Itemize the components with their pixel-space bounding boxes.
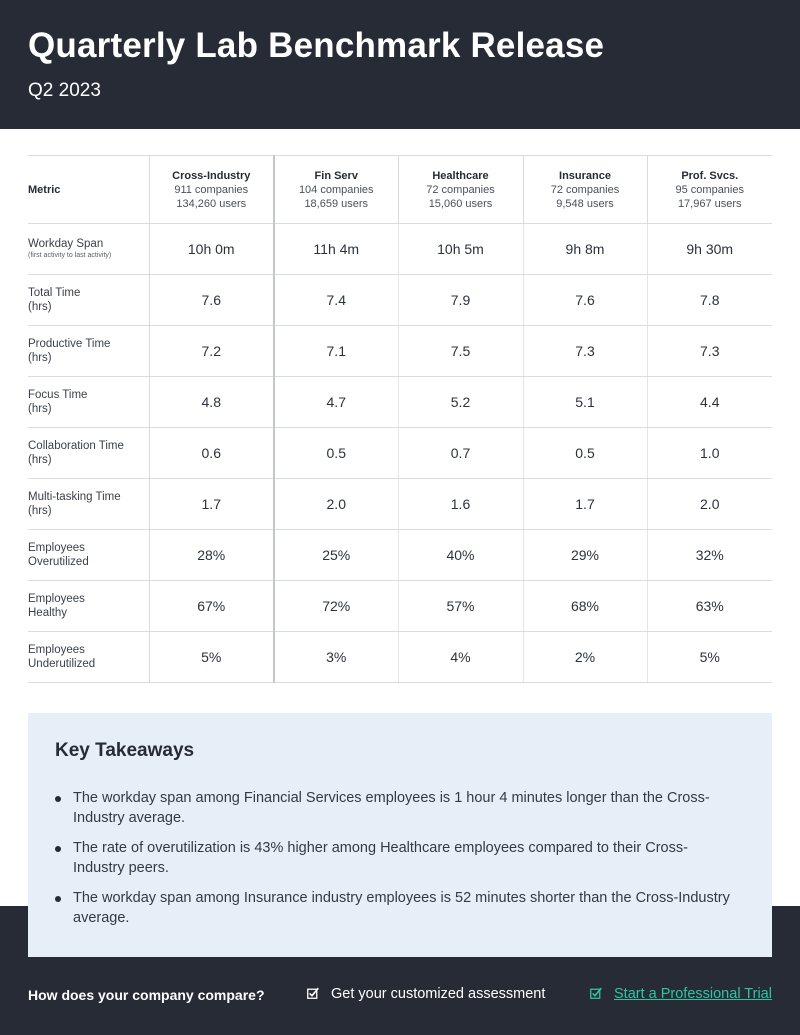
segment-name: Cross-Industry bbox=[172, 169, 251, 182]
value-cell: 25% bbox=[274, 530, 398, 581]
value-cell: 29% bbox=[523, 530, 647, 581]
table-row bbox=[28, 530, 772, 581]
value-cell: 5.2 bbox=[398, 377, 523, 428]
metric-cell bbox=[28, 632, 149, 683]
table-header-row bbox=[28, 156, 772, 224]
takeaways-list bbox=[55, 788, 735, 938]
metric-unit: (hrs) bbox=[28, 403, 52, 415]
metric-label: Multi-tasking Time bbox=[28, 491, 121, 503]
trial-link[interactable]: Start a Professional Trial bbox=[614, 986, 772, 1002]
metric-unit: (hrs) bbox=[28, 301, 52, 313]
value-cell: 72% bbox=[274, 581, 398, 632]
segment-users: 17,967 users bbox=[677, 197, 742, 210]
value-cell: 10h 5m bbox=[398, 224, 523, 275]
segment-header bbox=[149, 156, 274, 224]
segment-users: 18,659 users bbox=[304, 197, 369, 210]
metric-label: Total Time bbox=[28, 287, 81, 299]
segment-companies: 104 companies bbox=[298, 183, 374, 196]
segment-header bbox=[398, 156, 523, 224]
value-cell: 10h 0m bbox=[149, 224, 274, 275]
metric-unit: Underutilized bbox=[28, 658, 96, 670]
checkbox-check-icon bbox=[307, 987, 319, 999]
value-cell: 7.6 bbox=[523, 275, 647, 326]
value-cell: 1.7 bbox=[523, 479, 647, 530]
metric-cell bbox=[28, 224, 149, 275]
value-cell: 63% bbox=[647, 581, 772, 632]
page-subtitle: Q2 2023 bbox=[28, 80, 101, 101]
segment-header bbox=[274, 156, 398, 224]
metric-label: Focus Time bbox=[28, 389, 88, 401]
metric-column-header: Metric bbox=[28, 156, 149, 224]
metric-cell bbox=[28, 530, 149, 581]
metric-cell bbox=[28, 326, 149, 377]
table-row bbox=[28, 479, 772, 530]
value-cell: 1.0 bbox=[647, 428, 772, 479]
value-cell: 9h 8m bbox=[523, 224, 647, 275]
value-cell: 4% bbox=[398, 632, 523, 683]
segment-name: Insurance bbox=[559, 169, 611, 182]
segment-users: 9,548 users bbox=[556, 197, 614, 210]
list-item: The rate of overutilization is 43% higher among Healthcare employees compared to their Cross-Industry peers. bbox=[55, 838, 735, 878]
metric-unit: Healthy bbox=[28, 607, 67, 619]
value-cell: 4.7 bbox=[274, 377, 398, 428]
value-cell: 2.0 bbox=[274, 479, 398, 530]
segment-companies: 911 companies bbox=[174, 183, 249, 196]
metric-cell bbox=[28, 377, 149, 428]
value-cell: 0.5 bbox=[274, 428, 398, 479]
metric-unit: (hrs) bbox=[28, 352, 52, 364]
value-cell: 7.3 bbox=[523, 326, 647, 377]
value-cell: 7.3 bbox=[647, 326, 772, 377]
list-item: The workday span among Financial Services employees is 1 hour 4 minutes longer than the Cross-Industry average. bbox=[55, 788, 735, 828]
table-row bbox=[28, 326, 772, 377]
metric-label: Productive Time bbox=[28, 338, 111, 350]
page-title: Quarterly Lab Benchmark Release bbox=[28, 26, 605, 65]
header-banner bbox=[0, 0, 800, 129]
assessment-cta[interactable] bbox=[307, 986, 545, 1002]
trial-cta[interactable] bbox=[590, 986, 772, 1002]
segment-header bbox=[523, 156, 647, 224]
segment-companies: 72 companies bbox=[426, 183, 495, 196]
segment-name: Healthcare bbox=[432, 169, 489, 182]
benchmark-table bbox=[28, 155, 772, 683]
assessment-cta-label: Get your customized assessment bbox=[331, 986, 546, 1002]
metric-unit: (hrs) bbox=[28, 454, 52, 466]
value-cell: 5.1 bbox=[523, 377, 647, 428]
key-takeaways-box bbox=[28, 713, 772, 957]
value-cell: 3% bbox=[274, 632, 398, 683]
value-cell: 40% bbox=[398, 530, 523, 581]
value-cell: 7.8 bbox=[647, 275, 772, 326]
value-cell: 9h 30m bbox=[647, 224, 772, 275]
value-cell: 7.6 bbox=[149, 275, 274, 326]
metric-cell bbox=[28, 581, 149, 632]
metric-unit: (hrs) bbox=[28, 505, 52, 517]
table-row bbox=[28, 428, 772, 479]
metric-cell bbox=[28, 275, 149, 326]
table-row bbox=[28, 224, 772, 275]
segment-users: 134,260 users bbox=[176, 197, 247, 210]
value-cell: 28% bbox=[149, 530, 274, 581]
list-item: The workday span among Insurance industry employees is 52 minutes shorter than the Cross-Industry average. bbox=[55, 888, 735, 928]
metric-label: Employees bbox=[28, 644, 85, 656]
value-cell: 4.4 bbox=[647, 377, 772, 428]
metric-label: Employees bbox=[28, 542, 85, 554]
metric-unit: Overutilized bbox=[28, 556, 89, 568]
value-cell: 5% bbox=[149, 632, 274, 683]
value-cell: 2% bbox=[523, 632, 647, 683]
segment-companies: 95 companies bbox=[675, 183, 744, 196]
value-cell: 2.0 bbox=[647, 479, 772, 530]
value-cell: 7.4 bbox=[274, 275, 398, 326]
value-cell: 11h 4m bbox=[274, 224, 398, 275]
value-cell: 57% bbox=[398, 581, 523, 632]
value-cell: 0.5 bbox=[523, 428, 647, 479]
metric-cell bbox=[28, 428, 149, 479]
metric-label: Employees bbox=[28, 593, 85, 605]
value-cell: 67% bbox=[149, 581, 274, 632]
table-row bbox=[28, 581, 772, 632]
value-cell: 0.6 bbox=[149, 428, 274, 479]
compare-question: How does your company compare? bbox=[28, 987, 265, 1003]
value-cell: 7.2 bbox=[149, 326, 274, 377]
metric-cell bbox=[28, 479, 149, 530]
takeaways-title: Key Takeaways bbox=[55, 740, 195, 761]
value-cell: 7.5 bbox=[398, 326, 523, 377]
segment-companies: 72 companies bbox=[550, 183, 620, 196]
value-cell: 7.9 bbox=[398, 275, 523, 326]
segment-name: Prof. Svcs. bbox=[681, 169, 739, 182]
metric-label: Workday Span bbox=[28, 238, 104, 250]
segment-header bbox=[647, 156, 772, 224]
value-cell: 1.6 bbox=[398, 479, 523, 530]
value-cell: 1.7 bbox=[149, 479, 274, 530]
value-cell: 4.8 bbox=[149, 377, 274, 428]
segment-name: Fin Serv bbox=[314, 169, 358, 182]
segment-users: 15,060 users bbox=[428, 197, 493, 210]
checkbox-check-icon bbox=[590, 987, 602, 999]
value-cell: 7.1 bbox=[274, 326, 398, 377]
value-cell: 0.7 bbox=[398, 428, 523, 479]
table-row bbox=[28, 275, 772, 326]
value-cell: 68% bbox=[523, 581, 647, 632]
table-row bbox=[28, 632, 772, 683]
value-cell: 32% bbox=[647, 530, 772, 581]
metric-sublabel: (first activity to last activity) bbox=[28, 252, 112, 259]
value-cell: 5% bbox=[647, 632, 772, 683]
metric-label: Collaboration Time bbox=[28, 440, 124, 452]
table-row bbox=[28, 377, 772, 428]
